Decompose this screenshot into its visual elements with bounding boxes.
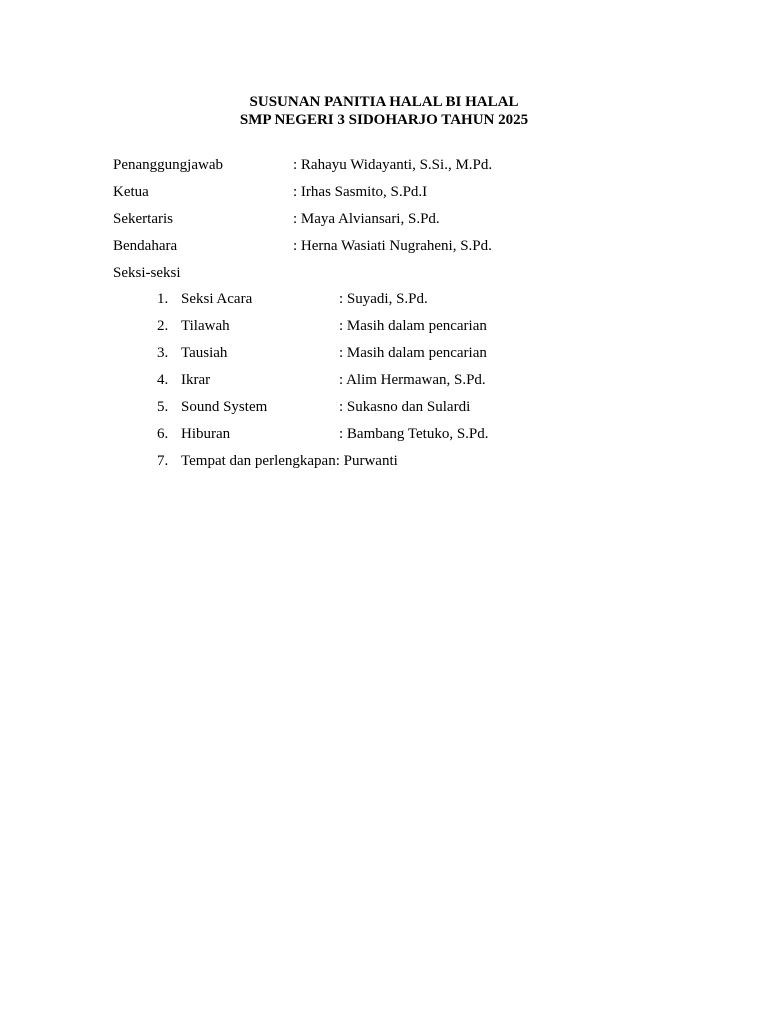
officer-row-sekertaris [113, 206, 492, 233]
officer-value: : Maya Alviansari, S.Pd. [293, 211, 440, 227]
section-value: : Masih dalam pencarian [339, 318, 487, 334]
list-number: 5. [157, 399, 169, 415]
section-value: : Suyadi, S.Pd. [339, 291, 428, 307]
section-name: Tausiah [181, 345, 228, 361]
officer-value: : Herna Wasiati Nugraheni, S.Pd. [293, 238, 492, 254]
list-item [157, 448, 489, 475]
list-number: 2. [157, 318, 169, 334]
section-list [157, 286, 489, 475]
officer-role: Bendahara [113, 238, 178, 254]
list-item [157, 340, 489, 367]
section-value: : Purwanti [335, 453, 398, 469]
list-number: 1. [157, 291, 169, 307]
sections-heading: Seksi-seksi [113, 265, 181, 281]
list-item [157, 286, 489, 313]
document-title [0, 93, 768, 129]
officer-value: : Rahayu Widayanti, S.Si., M.Pd. [293, 157, 493, 173]
officer-row-bendahara [113, 233, 492, 260]
officer-role: Sekertaris [113, 211, 173, 227]
officer-role: Ketua [113, 184, 149, 200]
section-name: Tempat dan perlengkapan [181, 453, 336, 469]
officer-row-penanggungjawab [113, 152, 492, 179]
officer-value: : Irhas Sasmito, S.Pd.I [293, 184, 428, 200]
list-item [157, 313, 489, 340]
section-value: : Sukasno dan Sulardi [339, 399, 471, 415]
section-name: Ikrar [181, 372, 211, 388]
officer-role: Penanggungjawab [113, 157, 223, 173]
section-name: Sound System [181, 399, 268, 415]
list-item [157, 367, 489, 394]
list-number: 7. [157, 453, 169, 469]
title-line-1: SUSUNAN PANITIA HALAL BI HALAL [249, 94, 519, 110]
section-value: : Alim Hermawan, S.Pd. [339, 372, 486, 388]
section-name: Hiburan [181, 426, 231, 442]
section-name: Tilawah [181, 318, 230, 334]
title-line-2: SMP NEGERI 3 SIDOHARJO TAHUN 2025 [239, 112, 529, 128]
list-item [157, 394, 489, 421]
officer-list [113, 152, 492, 287]
list-item [157, 421, 489, 448]
section-value: : Masih dalam pencarian [339, 345, 487, 361]
list-number: 4. [157, 372, 169, 388]
section-name: Seksi Acara [181, 291, 253, 307]
officer-row-ketua [113, 179, 492, 206]
list-number: 3. [157, 345, 169, 361]
list-number: 6. [157, 426, 169, 442]
section-value: : Bambang Tetuko, S.Pd. [339, 426, 489, 442]
